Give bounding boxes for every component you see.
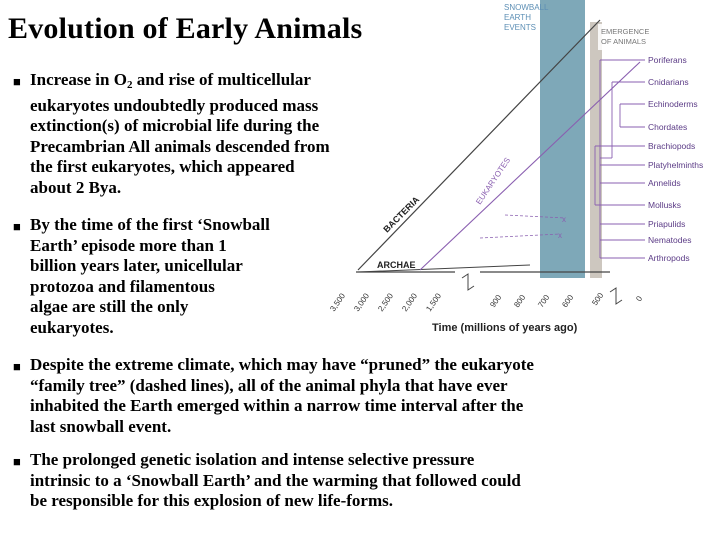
bullet-3-line-4: last snowball event. <box>30 416 172 436</box>
x-tick-600: 600 <box>560 293 576 310</box>
phylum-priapulids: Priapulids <box>648 219 686 229</box>
phylum-annelids: Annelids <box>648 178 681 188</box>
phylum-poriferans: Poriferans <box>648 55 687 65</box>
bullet-3-line-3: inhabited the Earth emerged within a narrow time interval after the <box>30 396 524 415</box>
phylum-arthropods: Arthropods <box>648 253 690 263</box>
x-axis-label: Time (millions of years ago) <box>432 322 578 334</box>
bullet-2-line-1: By the time of the first ‘Snowball <box>30 215 270 234</box>
emergence-label-2: OF ANIMALS <box>601 37 647 46</box>
phyla-tree <box>595 60 645 258</box>
phylum-cnidarians: Cnidarians <box>648 77 689 87</box>
archae-label: ARCHAE <box>377 260 416 270</box>
page-title: Evolution of Early Animals <box>8 12 363 45</box>
eukaryote-line <box>420 62 640 270</box>
snowball-label-3: EVENTS <box>504 23 537 32</box>
x-tick-1500: 1,500 <box>424 291 444 314</box>
bullet-4-line-1: The prolonged genetic isolation and intense selective pressure <box>30 450 475 469</box>
bullet-1-line-1: Increase in $O_2$ and rise of multicellular <box>30 70 311 91</box>
bullet-1-line-6: about 2 Bya. <box>30 177 122 197</box>
bullet-3-line-2: “family tree” (dashed lines), all of the animal phyla that have ever <box>30 375 508 395</box>
pruned-mark-2: x <box>558 231 562 240</box>
bullet-square-icon: ■ <box>13 359 21 374</box>
snowball-label-2: EARTH <box>504 13 531 22</box>
phylum-brachiopods: Brachiopods <box>648 141 696 151</box>
x-tick-2000: 2,000 <box>400 291 420 314</box>
x-tick-800: 800 <box>512 293 528 310</box>
phylum-nematodes: Nematodes <box>648 235 692 245</box>
eukaryotes-label: EUKARYOTES <box>474 155 513 207</box>
bullet-2-line-2: Earth’ episode more than 1 <box>30 235 227 255</box>
emergence-label-1: EMERGENCE <box>601 27 650 36</box>
x-tick-700: 700 <box>536 293 552 310</box>
bullet-4-line-3: be responsible for this explosion of new life-forms. <box>30 491 393 510</box>
x-tick-0: 0 <box>634 294 645 304</box>
bullet-1-line-2: eukaryotes undoubtedly produced mass <box>30 95 319 115</box>
bullet-2-line-5: algae are still the only <box>30 297 189 316</box>
bullet-1-line-4: Precambrian All animals descended from <box>30 136 330 156</box>
x-tick-labels <box>328 291 644 314</box>
x-tick-2500: 2,500 <box>376 291 396 314</box>
bullet-1-line-3: extinction(s) of microbial life during the <box>30 116 320 135</box>
bullet-square-icon: ■ <box>13 219 21 234</box>
bullet-1-line-5: the first eukaryotes, which appeared <box>30 157 295 176</box>
phylum-chordates: Chordates <box>648 122 688 132</box>
bacteria-label: BACTERIA <box>381 194 422 235</box>
bullet-square-icon: ■ <box>13 454 21 469</box>
axis-break-1 <box>462 274 474 290</box>
bullet-2-line-6: eukaryotes. <box>30 317 114 337</box>
bullet-2-line-3: billion years later, unicellular <box>30 256 243 275</box>
bullet-2-line-4: protozoa and filamentous <box>30 276 215 296</box>
phylum-echinoderms: Echinoderms <box>648 99 698 109</box>
bullet-4-line-2: intrinsic to a ‘Snowball Earth’ and the warming that followed could <box>30 470 521 490</box>
x-tick-500: 500 <box>590 291 606 308</box>
bullet-square-icon: ■ <box>13 74 21 89</box>
x-tick-3500: 3,500 <box>328 291 348 314</box>
x-tick-3000: 3,000 <box>352 291 372 314</box>
phylum-platyhelminths: Platyhelminths <box>648 160 704 170</box>
phylum-mollusks: Mollusks <box>648 200 682 210</box>
bullet-3-line-1: Despite the extreme climate, which may have “pruned” the eukaryote <box>30 355 534 374</box>
axis-break-2 <box>610 288 622 304</box>
x-tick-900: 900 <box>488 293 504 310</box>
snowball-label-1: SNOWBALL <box>504 3 549 12</box>
pruned-mark-1: x <box>562 215 566 224</box>
